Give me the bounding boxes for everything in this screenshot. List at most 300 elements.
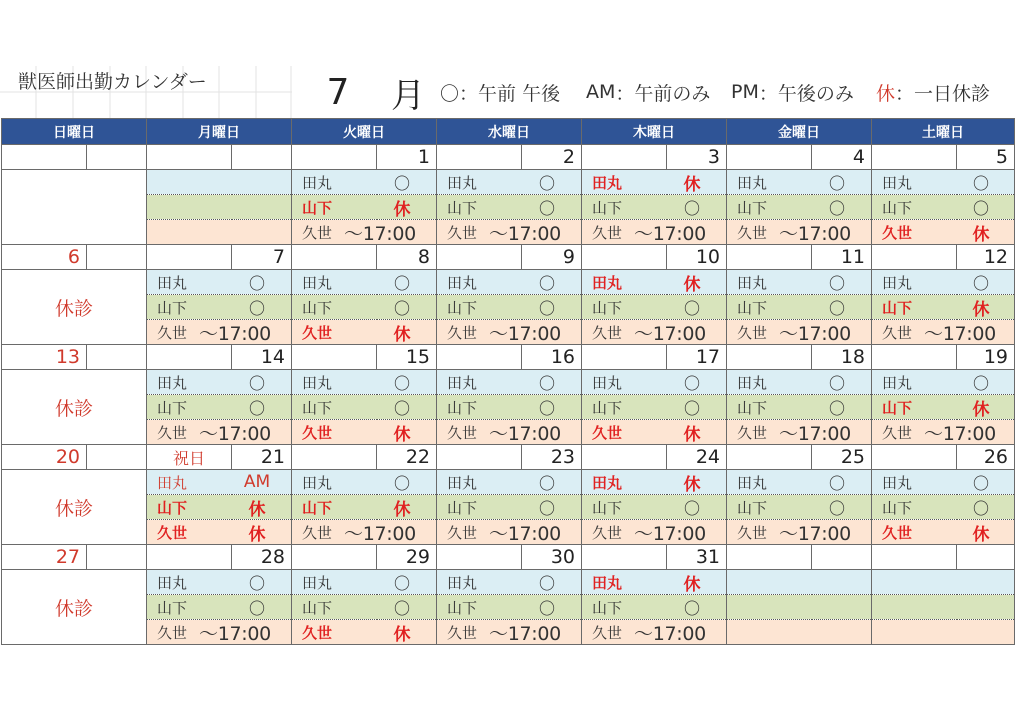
date-number: 6 [2, 245, 87, 270]
date-number: 18 [812, 345, 872, 370]
staff-slot [147, 570, 292, 595]
staff-status [437, 620, 581, 644]
staff-slot [437, 270, 582, 295]
staff-slot [292, 570, 437, 595]
staff-name: 田丸 [737, 373, 768, 392]
staff-slot [147, 420, 292, 445]
staff-name: 久世 [737, 423, 768, 442]
staff-name: 田丸 [157, 573, 188, 592]
present-mark: 〇 [828, 298, 845, 318]
staff-status [727, 495, 871, 519]
staff-row [2, 495, 1015, 520]
staff-name: 田丸 [447, 573, 478, 592]
present-mark: 〇 [972, 173, 989, 193]
time-limit: ～17:00 [489, 522, 561, 545]
staff-name: 田丸 [302, 373, 333, 392]
day-note [727, 345, 812, 370]
day-note [727, 445, 812, 470]
staff-row [2, 395, 1015, 420]
staff-slot [582, 295, 727, 320]
present-mark: 〇 [683, 298, 700, 318]
staff-name: 山下 [882, 498, 913, 517]
staff-name: 久世 [447, 423, 478, 442]
day-note [437, 445, 522, 470]
present-mark: 〇 [248, 573, 265, 593]
present-mark: 〇 [538, 398, 555, 418]
staff-status [437, 595, 581, 619]
staff-slot [872, 195, 1015, 220]
staff-status [292, 370, 436, 394]
staff-slot [872, 170, 1015, 195]
staff-status [437, 470, 581, 494]
staff-status [147, 520, 291, 544]
date-number: 19 [957, 345, 1015, 370]
staff-slot [437, 220, 582, 245]
staff-status [582, 595, 726, 619]
time-limit: ～17:00 [489, 222, 561, 245]
staff-name: 山下 [882, 298, 913, 317]
staff-name: 山下 [447, 198, 478, 217]
legend-am-only: AM ： 午前のみ [586, 66, 710, 118]
closed-mark: 休 [393, 324, 411, 345]
closed-mark: 休 [683, 574, 701, 595]
day-note [872, 345, 957, 370]
staff-slot [292, 595, 437, 620]
staff-name: 田丸 [157, 373, 188, 392]
day-note [437, 145, 522, 170]
date-number: 20 [2, 445, 87, 470]
staff-status [872, 395, 1014, 419]
empty-slot [872, 620, 1015, 645]
staff-slot [437, 420, 582, 445]
staff-status [437, 495, 581, 519]
present-mark: 〇 [393, 398, 410, 418]
staff-status [582, 170, 726, 194]
empty-slot [872, 595, 1015, 620]
date-number: 10 [667, 245, 727, 270]
legend-symbol: AM [586, 81, 616, 103]
staff-name: 山下 [592, 498, 623, 517]
staff-status [727, 370, 871, 394]
day-note [292, 445, 377, 470]
day-note [872, 545, 957, 570]
staff-status [582, 620, 726, 644]
time-limit: ～17:00 [924, 322, 996, 345]
date-number: 13 [2, 345, 87, 370]
staff-slot [582, 270, 727, 295]
staff-slot [437, 395, 582, 420]
weekday-header: 日曜日 [2, 119, 147, 145]
staff-status [582, 495, 726, 519]
empty-slot [727, 570, 872, 595]
staff-status [582, 370, 726, 394]
staff-name: 山下 [592, 198, 623, 217]
staff-slot [437, 295, 582, 320]
date-number: 21 [232, 445, 292, 470]
staff-status [292, 570, 436, 594]
day-note [292, 245, 377, 270]
staff-slot [582, 395, 727, 420]
staff-slot [727, 395, 872, 420]
staff-name: 久世 [737, 323, 768, 342]
date-number: 16 [522, 345, 582, 370]
day-note [872, 245, 957, 270]
time-limit: ～17:00 [779, 522, 851, 545]
legend-text: 午前 午後 [478, 82, 561, 105]
time-limit: ～17:00 [779, 422, 851, 445]
staff-status [147, 295, 291, 319]
staff-name: 久世 [882, 523, 913, 542]
staff-name: 久世 [592, 423, 623, 442]
staff-name: 久世 [882, 323, 913, 342]
staff-name: 田丸 [302, 173, 333, 192]
present-mark: 〇 [248, 298, 265, 318]
legend-text: 午後のみ [777, 82, 854, 105]
closed-mark: 休 [683, 474, 701, 495]
present-mark: 〇 [683, 498, 700, 518]
staff-status [147, 570, 291, 594]
day-note [437, 245, 522, 270]
day-note [147, 145, 232, 170]
present-mark: 〇 [393, 598, 410, 618]
weekday-header: 土曜日 [872, 119, 1015, 145]
date-number: 25 [812, 445, 872, 470]
legend-full-day: 〇 ： 午前 午後 [440, 66, 560, 118]
staff-status [292, 620, 436, 644]
day-note [727, 545, 812, 570]
closed-mark: 休 [683, 274, 701, 295]
staff-slot [727, 170, 872, 195]
closed-mark: 休 [393, 424, 411, 445]
staff-slot [727, 295, 872, 320]
day-note [87, 245, 147, 270]
staff-slot [147, 270, 292, 295]
legend-text: 一日休診 [914, 82, 991, 105]
present-mark: 〇 [828, 373, 845, 393]
staff-name: 久世 [157, 523, 188, 542]
calendar-header [0, 66, 1016, 118]
staff-slot [292, 195, 437, 220]
staff-status [437, 320, 581, 344]
weekday-header: 月曜日 [147, 119, 292, 145]
staff-slot [437, 470, 582, 495]
date-number: 31 [667, 545, 727, 570]
staff-name: 山下 [157, 598, 188, 617]
staff-name: 山下 [302, 598, 333, 617]
staff-status [582, 520, 726, 544]
time-limit: ～17:00 [489, 622, 561, 645]
staff-status [582, 320, 726, 344]
staff-name: 田丸 [737, 173, 768, 192]
staff-slot [437, 170, 582, 195]
staff-status [727, 170, 871, 194]
staff-slot [147, 395, 292, 420]
present-mark: 〇 [828, 398, 845, 418]
staff-row [2, 170, 1015, 195]
am-only-mark: AM [243, 472, 271, 492]
staff-slot [292, 270, 437, 295]
empty-slot [147, 195, 292, 220]
closed-mark: 休 [972, 299, 990, 320]
day-note [727, 245, 812, 270]
staff-slot [872, 495, 1015, 520]
staff-slot [292, 495, 437, 520]
closed-mark: 休 [972, 524, 990, 545]
staff-slot [872, 220, 1015, 245]
staff-name: 山下 [157, 498, 188, 517]
present-mark: 〇 [683, 398, 700, 418]
present-mark: 〇 [972, 473, 989, 493]
staff-slot [437, 495, 582, 520]
staff-slot [437, 570, 582, 595]
staff-slot [292, 320, 437, 345]
staff-name: 山下 [882, 198, 913, 217]
day-note [292, 345, 377, 370]
staff-slot [727, 470, 872, 495]
staff-row [2, 520, 1015, 545]
present-mark: 〇 [248, 373, 265, 393]
day-note [292, 545, 377, 570]
staff-status [582, 270, 726, 294]
staff-status [437, 195, 581, 219]
time-limit: ～17:00 [634, 322, 706, 345]
present-mark: 〇 [538, 373, 555, 393]
staff-slot [727, 520, 872, 545]
staff-name: 久世 [447, 223, 478, 242]
staff-row [2, 295, 1015, 320]
staff-name: 山下 [302, 198, 333, 217]
staff-slot [872, 520, 1015, 545]
staff-name: 久世 [737, 523, 768, 542]
staff-name: 山下 [302, 398, 333, 417]
staff-status [147, 620, 291, 644]
staff-status [437, 270, 581, 294]
staff-name: 山下 [447, 598, 478, 617]
staff-name: 久世 [447, 623, 478, 642]
empty-slot [727, 620, 872, 645]
day-note [872, 145, 957, 170]
staff-row [2, 220, 1015, 245]
staff-status [872, 320, 1014, 344]
present-mark: 〇 [828, 498, 845, 518]
staff-slot [147, 595, 292, 620]
staff-status [582, 570, 726, 594]
date-number: 1 [377, 145, 437, 170]
staff-name: 田丸 [882, 373, 913, 392]
date-number: 30 [522, 545, 582, 570]
staff-status [727, 320, 871, 344]
staff-status [872, 295, 1014, 319]
date-number: 11 [812, 245, 872, 270]
staff-slot [727, 320, 872, 345]
staff-name: 久世 [157, 623, 188, 642]
day-note [147, 545, 232, 570]
staff-slot [582, 570, 727, 595]
staff-slot [437, 620, 582, 645]
staff-slot [437, 595, 582, 620]
legend-symbol: PM [731, 81, 759, 103]
staff-status [727, 420, 871, 444]
staff-status [582, 420, 726, 444]
staff-name: 田丸 [447, 273, 478, 292]
legend-pm-only: PM ： 午後のみ [731, 66, 854, 118]
staff-name: 田丸 [447, 473, 478, 492]
staff-slot [872, 420, 1015, 445]
present-mark: 〇 [538, 198, 555, 218]
day-note [582, 345, 667, 370]
time-limit: ～17:00 [199, 322, 271, 345]
date-number [812, 545, 872, 570]
present-mark: 〇 [393, 473, 410, 493]
staff-status [292, 595, 436, 619]
present-mark: 〇 [972, 273, 989, 293]
present-mark: 〇 [828, 473, 845, 493]
legend-symbol: 休 [876, 82, 896, 105]
date-number: 24 [667, 445, 727, 470]
staff-slot [437, 370, 582, 395]
weekday-header: 木曜日 [582, 119, 727, 145]
schedule-calendar [1, 118, 1015, 645]
staff-name: 山下 [882, 398, 913, 417]
present-mark: 〇 [248, 398, 265, 418]
legend-symbol: 〇 [440, 82, 460, 105]
time-limit: ～17:00 [199, 622, 271, 645]
date-row [2, 145, 1015, 170]
staff-slot [582, 620, 727, 645]
date-number: 14 [232, 345, 292, 370]
date-number [2, 145, 87, 170]
staff-name: 山下 [302, 298, 333, 317]
sunday-closed-cell: 休診 [2, 270, 147, 345]
present-mark: 〇 [538, 498, 555, 518]
staff-slot [727, 195, 872, 220]
closed-mark: 休 [972, 224, 990, 245]
sunday-closed-cell: 休診 [2, 370, 147, 445]
staff-name: 田丸 [157, 273, 188, 292]
day-note [87, 445, 147, 470]
date-number: 8 [377, 245, 437, 270]
day-note [582, 245, 667, 270]
present-mark: 〇 [538, 273, 555, 293]
date-number [957, 545, 1015, 570]
staff-row [2, 270, 1015, 295]
staff-status [292, 170, 436, 194]
staff-name: 田丸 [592, 473, 623, 492]
holiday-label: 祝日 [147, 445, 232, 470]
day-note [87, 545, 147, 570]
day-note [872, 445, 957, 470]
staff-name: 山下 [447, 398, 478, 417]
present-mark: 〇 [538, 573, 555, 593]
staff-slot [147, 470, 292, 495]
staff-status [147, 270, 291, 294]
present-mark: 〇 [538, 298, 555, 318]
staff-slot [437, 520, 582, 545]
present-mark: 〇 [393, 573, 410, 593]
weekday-header: 水曜日 [437, 119, 582, 145]
weekday-header-row [2, 119, 1015, 145]
staff-name: 田丸 [592, 173, 623, 192]
staff-slot [727, 370, 872, 395]
date-number: 2 [522, 145, 582, 170]
closed-mark: 休 [972, 399, 990, 420]
date-number: 26 [957, 445, 1015, 470]
staff-status [437, 370, 581, 394]
staff-row [2, 320, 1015, 345]
staff-name: 久世 [302, 423, 333, 442]
staff-slot [292, 370, 437, 395]
staff-status [292, 495, 436, 519]
staff-slot [872, 270, 1015, 295]
present-mark: 〇 [248, 598, 265, 618]
time-limit: ～17:00 [779, 322, 851, 345]
staff-name: 田丸 [447, 373, 478, 392]
staff-status [147, 495, 291, 519]
staff-slot [147, 495, 292, 520]
time-limit: ～17:00 [489, 422, 561, 445]
staff-status [727, 295, 871, 319]
staff-status [147, 370, 291, 394]
day-note [147, 345, 232, 370]
staff-status [582, 295, 726, 319]
staff-name: 久世 [592, 623, 623, 642]
staff-status [872, 520, 1014, 544]
staff-row [2, 195, 1015, 220]
day-note [147, 245, 232, 270]
staff-name: 久世 [447, 323, 478, 342]
present-mark: 〇 [393, 373, 410, 393]
present-mark: 〇 [393, 273, 410, 293]
staff-name: 田丸 [302, 573, 333, 592]
date-row [2, 245, 1015, 270]
date-row [2, 345, 1015, 370]
date-row [2, 545, 1015, 570]
staff-slot [727, 495, 872, 520]
time-limit: ～17:00 [489, 322, 561, 345]
closed-mark: 休 [683, 174, 701, 195]
staff-status [872, 270, 1014, 294]
day-note [582, 145, 667, 170]
day-note [292, 145, 377, 170]
staff-slot [582, 320, 727, 345]
empty-slot [727, 595, 872, 620]
day-note [437, 345, 522, 370]
staff-status [437, 570, 581, 594]
staff-name: 久世 [447, 523, 478, 542]
staff-row [2, 620, 1015, 645]
staff-status [727, 520, 871, 544]
staff-slot [292, 620, 437, 645]
time-limit: ～17:00 [779, 222, 851, 245]
sunday-closed-cell: 休診 [2, 570, 147, 645]
staff-status [147, 420, 291, 444]
day-note [582, 445, 667, 470]
present-mark: 〇 [972, 373, 989, 393]
staff-name: 久世 [882, 223, 913, 242]
staff-status [292, 320, 436, 344]
calendar-title: 獣医師出勤カレンダー [18, 70, 207, 93]
staff-name: 山下 [737, 298, 768, 317]
closed-mark: 休 [393, 499, 411, 520]
staff-slot [872, 320, 1015, 345]
staff-name: 田丸 [882, 173, 913, 192]
weekday-header: 火曜日 [292, 119, 437, 145]
staff-name: 久世 [302, 523, 333, 542]
staff-slot [727, 420, 872, 445]
present-mark: 〇 [972, 498, 989, 518]
staff-slot [582, 220, 727, 245]
present-mark: 〇 [393, 173, 410, 193]
